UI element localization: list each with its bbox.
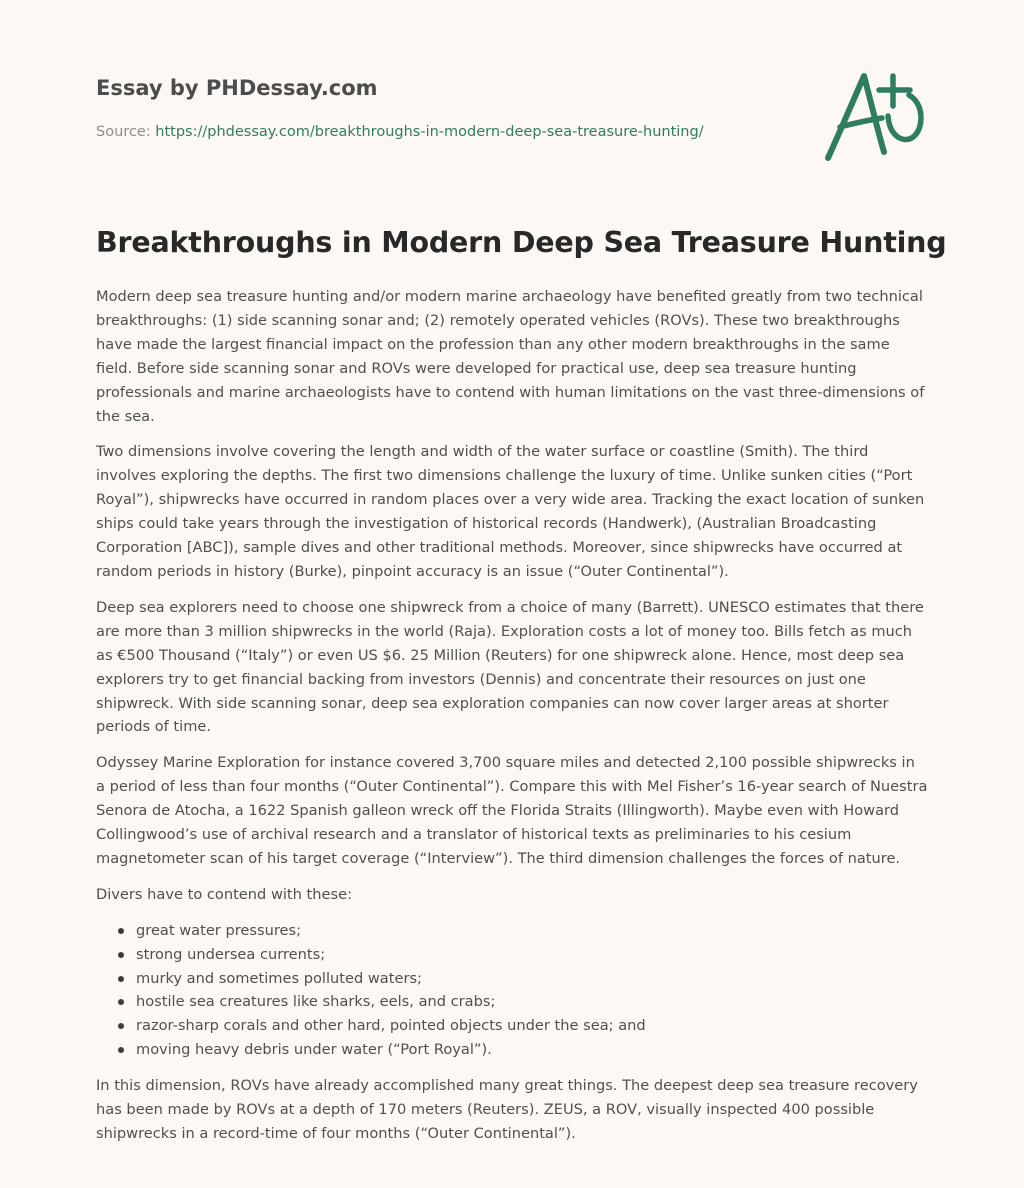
paragraph: In this dimension, ROVs have already accomplished many great things. The deepest deep sea treasure recovery has been made by ROVs at a depth of 170 meters (Reuters). ZEUS, a ROV, visually inspected 400 possible shipwrecks in a record-time of four months (“Outer Continental”). bbox=[96, 1077, 918, 1142]
source-link[interactable]: https://phdessay.com/breakthroughs-in-modern-deep-sea-treasure-hunting/ bbox=[155, 124, 704, 140]
list-item: great water pressures; bbox=[136, 919, 928, 943]
paragraph: Deep sea explorers need to choose one shipwreck from a choice of many (Barrett). UNESCO estimates that there are more than 3 million shipwrecks in the world (Raja). Exploration costs a lot of money too. Bills fetch as much as €500 Thousand (“Italy”) or even US $6. 25 Million (Reuters) for one shipwreck alone. Hence, most deep sea explorers try to get financial backing from investors (Dennis) and concentrate their resources on just one shipwreck. With side scanning sonar, deep sea exploration companies can now cover larger areas at shorter periods of time. bbox=[96, 598, 924, 736]
list-item: hostile sea creatures like sharks, eels, and crabs; bbox=[136, 990, 928, 1014]
paragraph: Divers have to contend with these: bbox=[96, 885, 352, 903]
source-line bbox=[96, 124, 704, 140]
list-item: murky and sometimes polluted waters; bbox=[136, 967, 928, 991]
challenges-list bbox=[96, 919, 928, 1062]
paragraph: Two dimensions involve covering the length and width of the water surface or coastline (Smith). The third involves exploring the depths. The first two dimensions challenge the luxury of time. Unlike sunken cities (“Port Royal”), shipwrecks have occurred in random places over a very wide area. Tracking the exact location of sunken ships could take years through the investigation of historical records (Handwerk), (Australian Broadcasting Corporation [ABC]), sample dives and other traditional methods. Moreover, since shipwrecks have occurred at random periods in history (Burke), pinpoint accuracy is an issue (“Outer Continental”). bbox=[96, 443, 925, 580]
paragraph: Odyssey Marine Exploration for instance covered 3,700 square miles and detected 2,100 possible shipwrecks in a period of less than four months (“Outer Continental”). Compare this with Mel Fisher’s 16-year search of Nuestra Senora de Atocha, a 1622 Spanish galleon wreck off the Florida Straits (Illingworth). Maybe even with Howard Collingwood’s use of archival research and a translator of historical texts as preliminaries to his cesium magnetometer scan of his target coverage (“Interview”). The third dimension challenges the forces of nature. bbox=[96, 754, 928, 867]
list-item: razor-sharp corals and other hard, pointed objects under the sea; and bbox=[136, 1014, 928, 1038]
list-item: moving heavy debris under water (“Port Royal”). bbox=[136, 1038, 928, 1062]
a-plus-logo-icon bbox=[822, 66, 930, 166]
site-brand: Essay by PHDessay.com bbox=[96, 76, 378, 100]
source-label: Source: bbox=[96, 124, 151, 140]
article-title: Breakthroughs in Modern Deep Sea Treasure Hunting bbox=[96, 226, 947, 259]
paragraph: Modern deep sea treasure hunting and/or modern marine archaeology have benefited greatly from two technical breakthroughs: (1) side scanning sonar and; (2) remotely operated vehicles (ROVs). These two breakthroughs have made the largest financial impact on the profession than any other modern breakthroughs in the same field. Before side scanning sonar and ROVs were developed for practical use, deep sea treasure hunting professionals and marine archaeologists have to contend with human limitations on the vast three-dimensions of the sea. bbox=[96, 288, 925, 425]
article-body bbox=[96, 285, 928, 1158]
list-item: strong undersea currents; bbox=[136, 943, 928, 967]
